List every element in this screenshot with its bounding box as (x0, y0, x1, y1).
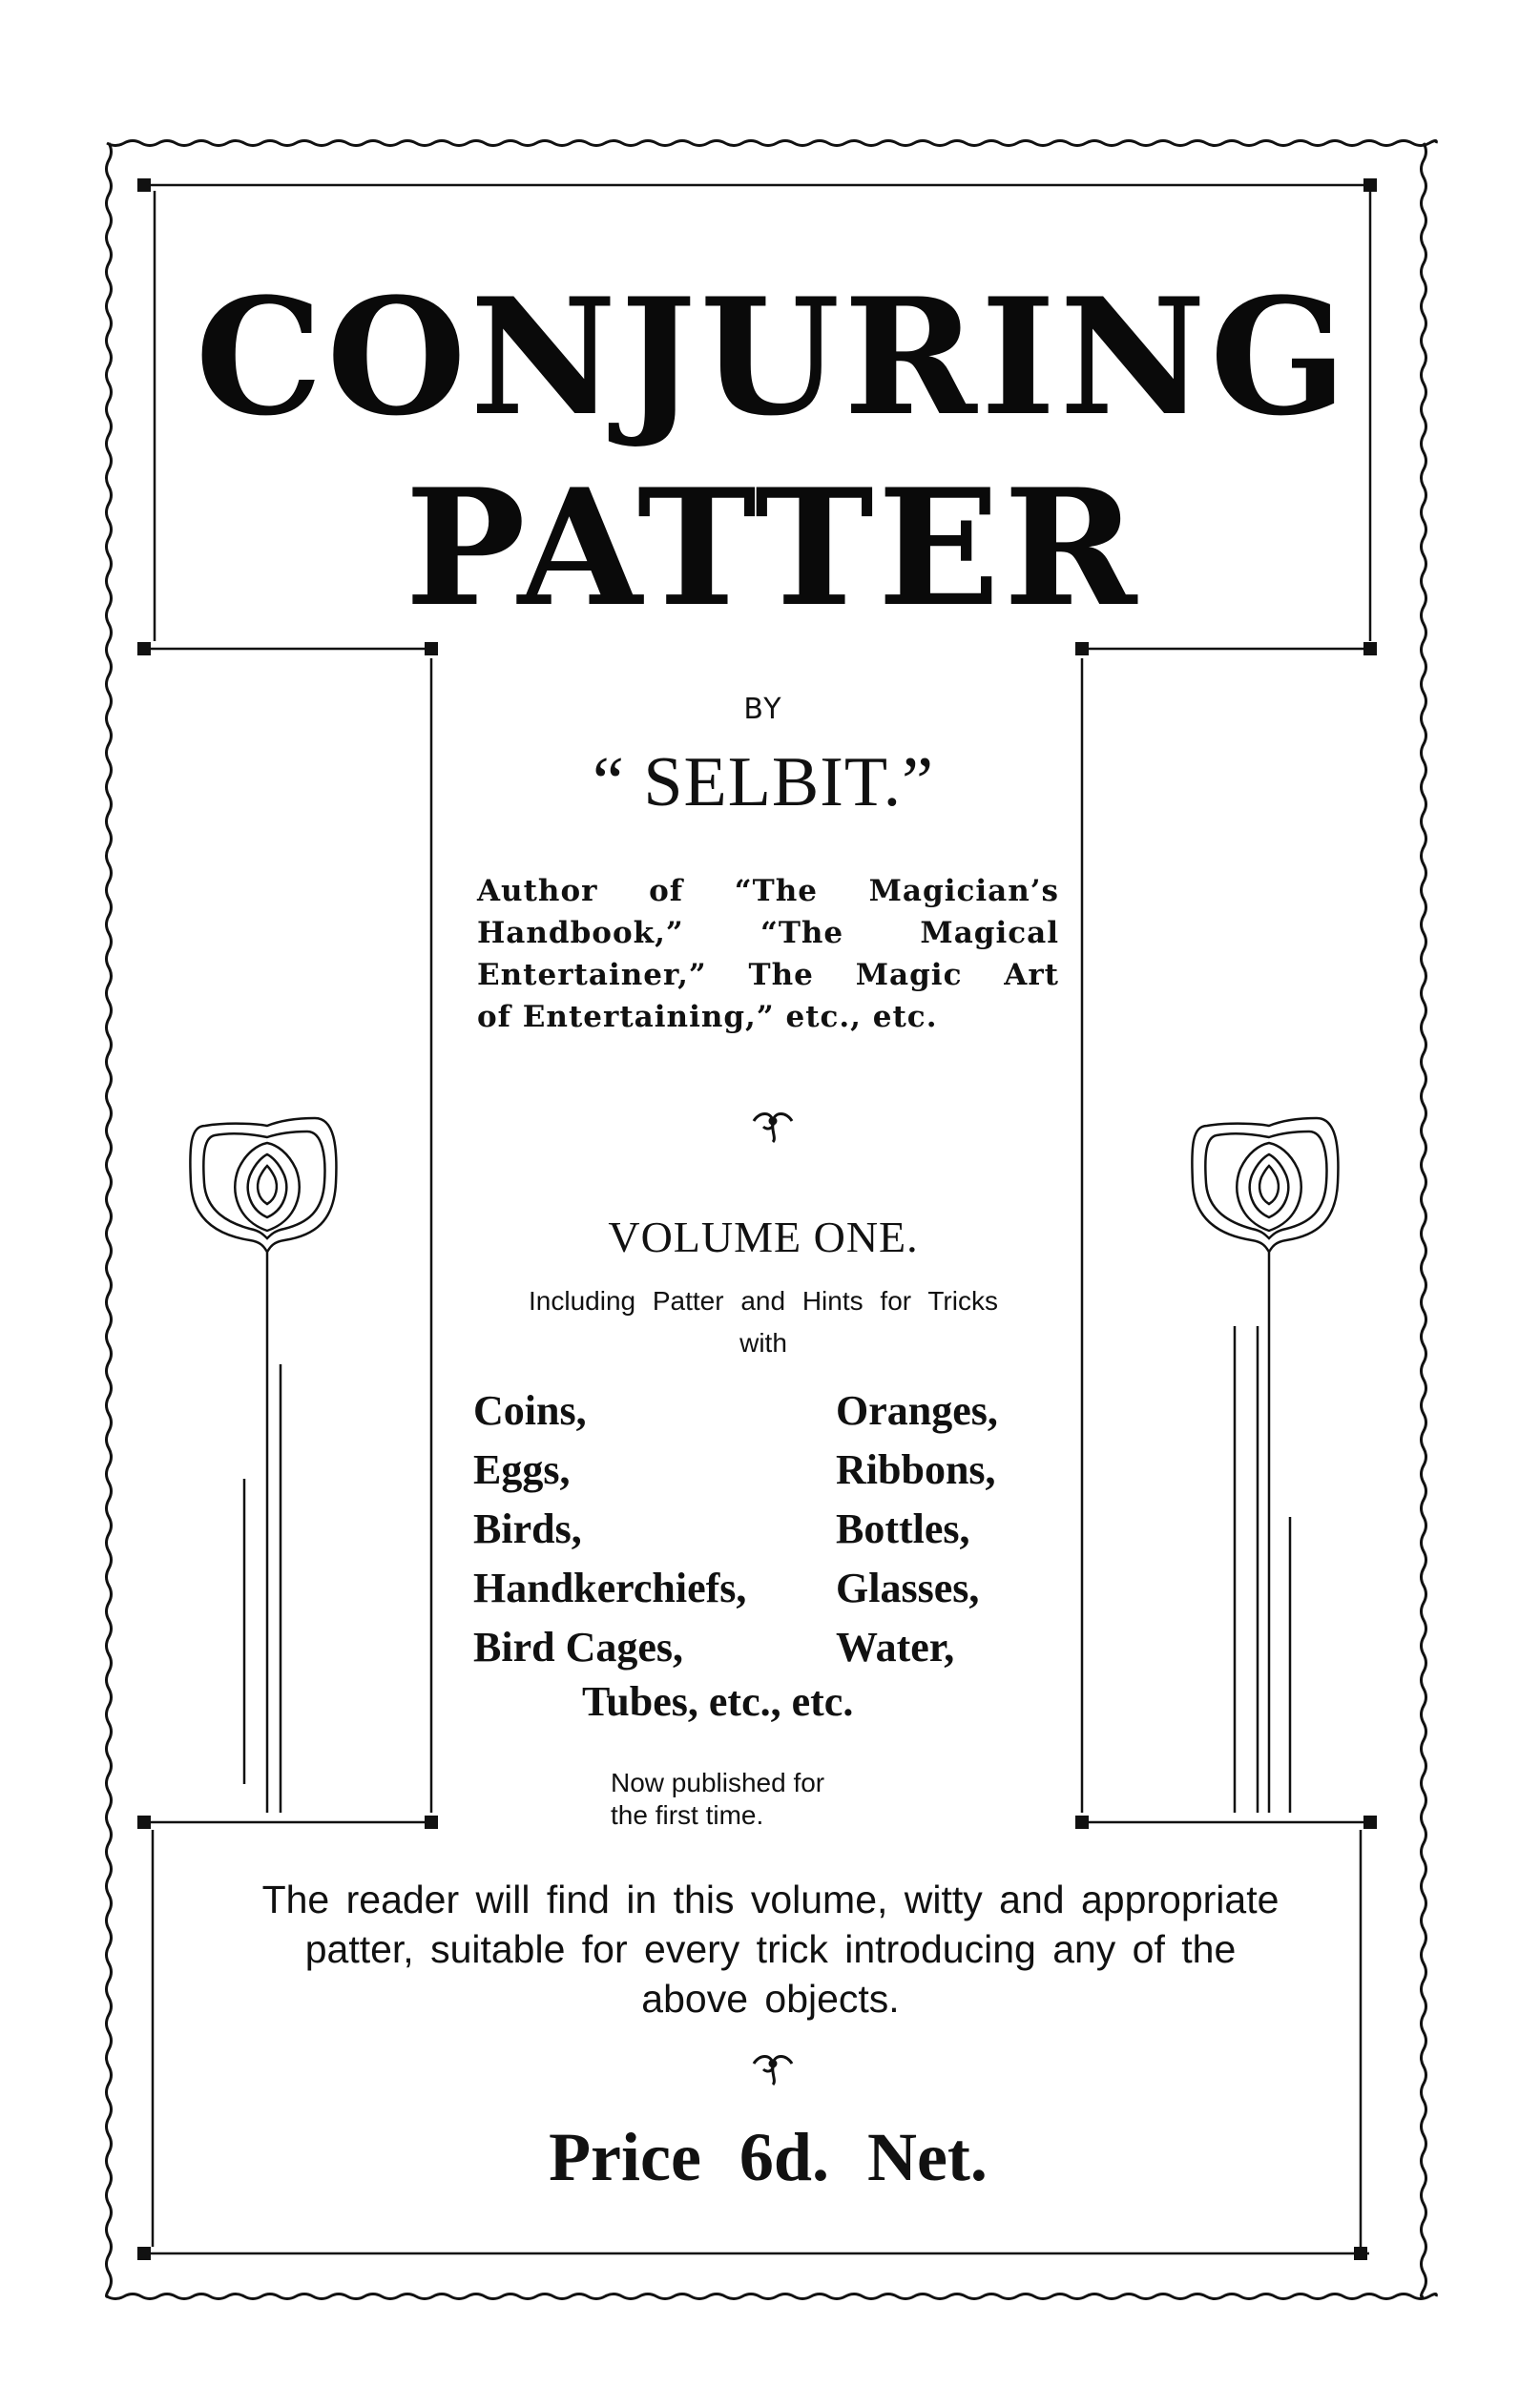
published-note (611, 1767, 935, 1832)
list-item: Oranges, (836, 1387, 998, 1434)
blurb-line: The reader will find in this volume, witty and appropriate (261, 1878, 1280, 1921)
author-credits (477, 870, 1059, 1038)
list-item: Coins, (473, 1387, 587, 1434)
rose-ornament-right (1192, 1118, 1338, 1813)
list-item: Glasses, (836, 1565, 980, 1611)
corner-square (137, 642, 151, 655)
title-line-2: PATTER (405, 453, 1141, 642)
list-item: Water, (836, 1624, 955, 1671)
wavy-border-top (107, 141, 1436, 146)
blurb-line: above objects. (641, 1977, 900, 2021)
volume-subtitle (458, 1280, 1069, 1364)
corner-square (1363, 178, 1377, 192)
list-item: Bird Cages, (473, 1624, 683, 1671)
wavy-border-right (1422, 143, 1426, 2296)
published-line: the first time. (611, 1800, 764, 1830)
by-label: BY (743, 693, 783, 726)
corner-square (425, 642, 438, 655)
credit-line: Entertainer,” The Magic Art (477, 958, 1059, 992)
fleuron-icon (754, 1114, 792, 1143)
corner-square (1075, 642, 1089, 655)
list-item: Ribbons, (836, 1446, 996, 1493)
blurb-line: patter, suitable for every trick introducing any of the (304, 1927, 1237, 1971)
corner-square (137, 178, 151, 192)
list-item: Bottles, (836, 1505, 970, 1552)
credit-line: of Entertaining,” etc., etc. (477, 1000, 938, 1034)
published-line: Now published for (611, 1768, 825, 1797)
rose-ornament-left (190, 1118, 336, 1813)
corner-square (1075, 1816, 1089, 1829)
corner-square (425, 1816, 438, 1829)
volume-heading: VOLUME ONE. (608, 1213, 919, 1261)
list-item: Handkerchiefs, (473, 1565, 747, 1611)
credit-line: Author of “The Magician’s (477, 874, 1059, 908)
corner-square (1363, 642, 1377, 655)
fleuron-icon (754, 2057, 792, 2086)
corner-square (137, 2247, 151, 2260)
corner-square (137, 1816, 151, 1829)
wavy-border-left (107, 143, 112, 2296)
corner-square (1354, 2247, 1367, 2260)
items-final-line: Tubes, etc., etc. (582, 1678, 854, 1725)
items-left-column (473, 1381, 746, 1677)
list-item: Birds, (473, 1505, 582, 1552)
title-line-1: CONJURING (195, 262, 1351, 451)
volume-subtitle-line: with (739, 1328, 787, 1358)
corner-square (1363, 1816, 1377, 1829)
list-item: Eggs, (473, 1446, 571, 1493)
wavy-border-bottom (107, 2294, 1436, 2299)
blurb-text (191, 1875, 1350, 2024)
items-right-column (836, 1381, 998, 1677)
volume-subtitle-line: Including Patter and Hints for Tricks (529, 1286, 998, 1316)
credit-line: Handbook,” “The Magical (477, 916, 1059, 950)
price-label: Price 6d. Net. (549, 2119, 988, 2195)
author-name: “ SELBIT.” (593, 743, 934, 821)
